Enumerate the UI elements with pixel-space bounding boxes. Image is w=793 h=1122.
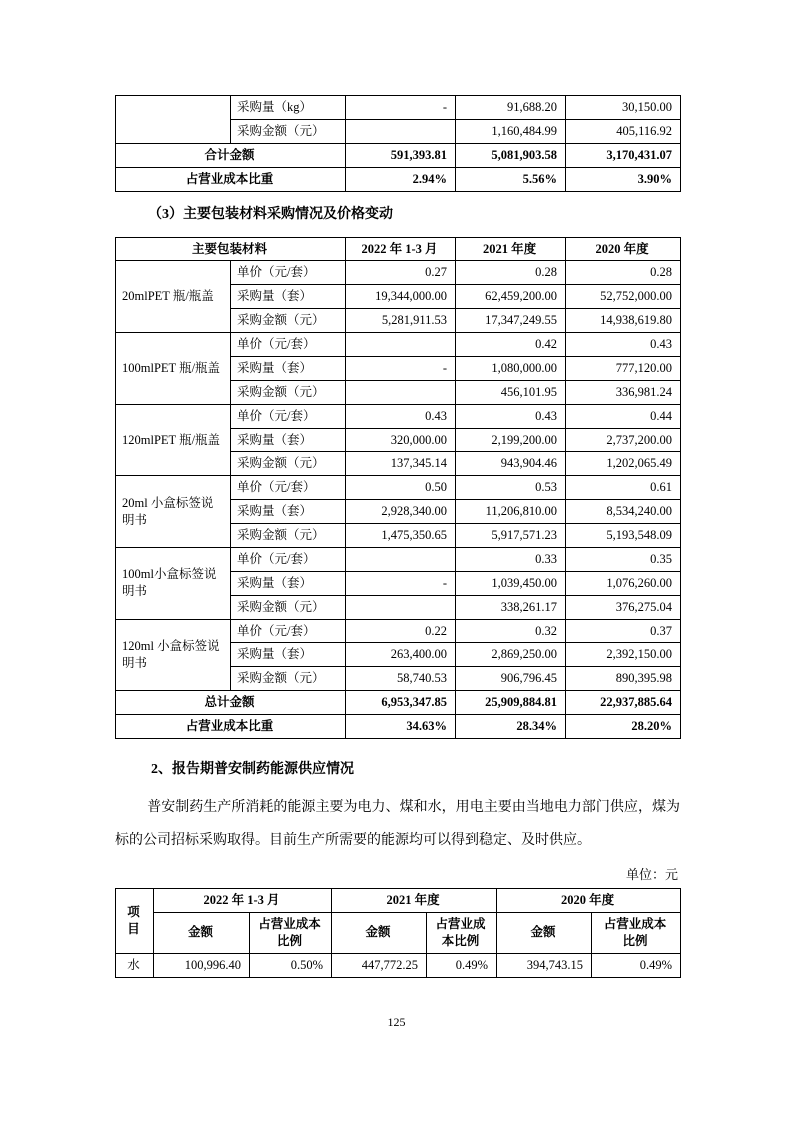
value-cell <box>346 119 456 143</box>
metric-label-cell: 采购金额（元） <box>231 524 346 548</box>
amount-header-cell: 金额 <box>497 912 592 953</box>
table-row <box>116 619 681 643</box>
value-cell: 1,160,484.99 <box>456 119 566 143</box>
table-row <box>116 476 681 500</box>
value-cell: 91,688.20 <box>456 96 566 120</box>
amount-header-cell: 金额 <box>154 912 250 953</box>
value-cell: 2,869,250.00 <box>456 643 566 667</box>
material-cell-empty <box>116 96 231 144</box>
packaging-materials-table <box>115 237 681 739</box>
value-cell: 6,953,347.85 <box>346 691 456 715</box>
value-cell: 0.50% <box>250 953 332 977</box>
metric-label-cell: 单价（元/套） <box>231 333 346 357</box>
energy-cost-table <box>115 888 681 978</box>
value-cell: 34.63% <box>346 715 456 739</box>
value-cell: 777,120.00 <box>566 356 681 380</box>
value-cell: 1,202,065.49 <box>566 452 681 476</box>
value-cell: 263,400.00 <box>346 643 456 667</box>
value-cell: 447,772.25 <box>332 953 427 977</box>
metric-label-cell: 单价（元/套） <box>231 261 346 285</box>
material-cell: 100ml小盒标签说明书 <box>116 547 231 619</box>
value-cell: 1,039,450.00 <box>456 571 566 595</box>
value-cell: 3,170,431.07 <box>566 143 681 167</box>
period-header-cell: 2022 年 1-3 月 <box>346 237 456 261</box>
metric-label-cell: 采购量（套） <box>231 571 346 595</box>
period-header-cell: 2021 年度 <box>332 889 497 913</box>
page-content <box>115 0 680 978</box>
table-row <box>116 261 681 285</box>
value-cell <box>346 333 456 357</box>
value-cell: 14,938,619.80 <box>566 309 681 333</box>
value-cell: 30,150.00 <box>566 96 681 120</box>
value-cell: 2,737,200.00 <box>566 428 681 452</box>
metric-label-cell: 采购量（套） <box>231 500 346 524</box>
value-cell: 0.37 <box>566 619 681 643</box>
value-cell: 25,909,884.81 <box>456 691 566 715</box>
ratio-label-cell: 占营业成本比重 <box>116 167 346 191</box>
value-cell: 1,076,260.00 <box>566 571 681 595</box>
metric-label-cell: 采购量（套） <box>231 428 346 452</box>
value-cell: 28.34% <box>456 715 566 739</box>
value-cell: 376,275.04 <box>566 595 681 619</box>
material-cell: 100mlPET 瓶/瓶盖 <box>116 333 231 405</box>
ratio-label-cell: 占营业成本比重 <box>116 715 346 739</box>
value-cell: - <box>346 356 456 380</box>
value-cell: 456,101.95 <box>456 380 566 404</box>
value-cell: 19,344,000.00 <box>346 285 456 309</box>
value-cell: 2,928,340.00 <box>346 500 456 524</box>
amount-header-cell: 金额 <box>332 912 427 953</box>
value-cell: 5.56% <box>456 167 566 191</box>
section-heading-energy: 2、报告期普安制药能源供应情况 <box>151 761 354 777</box>
section-heading-packaging: （3）主要包装材料采购情况及价格变动 <box>148 206 393 222</box>
value-cell: 0.28 <box>566 261 681 285</box>
total-label-cell: 合计金额 <box>116 143 346 167</box>
value-cell: 52,752,000.00 <box>566 285 681 309</box>
metric-label-cell: 采购金额（元） <box>231 667 346 691</box>
metric-label-cell: 采购金额（元） <box>231 380 346 404</box>
period-header-cell: 2020 年度 <box>566 237 681 261</box>
item-cell: 水 <box>116 953 154 977</box>
metric-label-cell: 采购量（kg） <box>231 96 346 120</box>
value-cell: 0.28 <box>456 261 566 285</box>
value-cell: - <box>346 96 456 120</box>
period-header-cell: 2022 年 1-3 月 <box>154 889 332 913</box>
value-cell <box>346 547 456 571</box>
value-cell: 591,393.81 <box>346 143 456 167</box>
value-cell: 22,937,885.64 <box>566 691 681 715</box>
energy-supply-paragraph: 普安制药生产所消耗的能源主要为电力、煤和水，用电主要由当地电力部门供应，煤为标的公司招标采购取得。目前生产所需要的能源均可以得到稳定、及时供应。 <box>115 799 680 849</box>
total-row <box>116 143 681 167</box>
period-header-cell: 2021 年度 <box>456 237 566 261</box>
table-row <box>116 333 681 357</box>
material-cell: 20mlPET 瓶/瓶盖 <box>116 261 231 333</box>
value-cell: 1,475,350.65 <box>346 524 456 548</box>
value-cell: 0.42 <box>456 333 566 357</box>
value-cell: 5,081,903.58 <box>456 143 566 167</box>
metric-label-cell: 采购量（套） <box>231 285 346 309</box>
value-cell: 0.44 <box>566 404 681 428</box>
material-cell: 20ml 小盒标签说明书 <box>116 476 231 548</box>
metric-label-cell: 采购金额（元） <box>231 309 346 333</box>
metric-label-cell: 单价（元/套） <box>231 404 346 428</box>
value-cell: 394,743.15 <box>497 953 592 977</box>
total-label-cell: 总计金额 <box>116 691 346 715</box>
table-row <box>116 953 681 977</box>
value-cell: 137,345.14 <box>346 452 456 476</box>
value-cell: 11,206,810.00 <box>456 500 566 524</box>
value-cell: 336,981.24 <box>566 380 681 404</box>
value-cell: 320,000.00 <box>346 428 456 452</box>
ratio-header-cell: 占营业成本比例 <box>250 912 332 953</box>
value-cell: 0.43 <box>346 404 456 428</box>
value-cell: 890,395.98 <box>566 667 681 691</box>
ratio-header-cell: 占营业成本比例 <box>592 912 681 953</box>
ratio-row <box>116 715 681 739</box>
metric-label-cell: 采购金额（元） <box>231 119 346 143</box>
value-cell: 338,261.17 <box>456 595 566 619</box>
value-cell: 0.61 <box>566 476 681 500</box>
header-row <box>116 889 681 913</box>
value-cell: 0.22 <box>346 619 456 643</box>
value-cell: 0.33 <box>456 547 566 571</box>
item-header-cell: 项目 <box>116 889 154 954</box>
total-row <box>116 691 681 715</box>
page-number: 125 <box>387 1015 406 1029</box>
value-cell: 8,534,240.00 <box>566 500 681 524</box>
metric-label-cell: 采购量（套） <box>231 356 346 380</box>
ratio-header-cell: 占营业成本比例 <box>427 912 497 953</box>
value-cell: 5,917,571.23 <box>456 524 566 548</box>
value-cell: 943,904.46 <box>456 452 566 476</box>
value-cell: 3.90% <box>566 167 681 191</box>
procurement-summary-table <box>115 95 681 192</box>
value-cell: 28.20% <box>566 715 681 739</box>
metric-label-cell: 单价（元/套） <box>231 476 346 500</box>
value-cell: 0.43 <box>566 333 681 357</box>
metric-label-cell: 采购金额（元） <box>231 452 346 476</box>
metric-label-cell: 采购金额（元） <box>231 595 346 619</box>
material-header-cell: 主要包装材料 <box>116 237 346 261</box>
value-cell: 0.49% <box>427 953 497 977</box>
value-cell: 0.32 <box>456 619 566 643</box>
value-cell: 0.27 <box>346 261 456 285</box>
table-row <box>116 404 681 428</box>
ratio-row <box>116 167 681 191</box>
material-cell: 120ml 小盒标签说明书 <box>116 619 231 691</box>
value-cell: 58,740.53 <box>346 667 456 691</box>
value-cell: 1,080,000.00 <box>456 356 566 380</box>
value-cell: - <box>346 571 456 595</box>
value-cell: 405,116.92 <box>566 119 681 143</box>
subheader-row <box>116 912 681 953</box>
table-row <box>116 96 681 120</box>
value-cell <box>346 380 456 404</box>
value-cell: 5,193,548.09 <box>566 524 681 548</box>
value-cell: 0.53 <box>456 476 566 500</box>
table-row <box>116 547 681 571</box>
metric-label-cell: 单价（元/套） <box>231 547 346 571</box>
value-cell: 0.50 <box>346 476 456 500</box>
value-cell: 0.35 <box>566 547 681 571</box>
value-cell: 2.94% <box>346 167 456 191</box>
value-cell: 5,281,911.53 <box>346 309 456 333</box>
value-cell: 100,996.40 <box>154 953 250 977</box>
value-cell: 0.49% <box>592 953 681 977</box>
period-header-cell: 2020 年度 <box>497 889 681 913</box>
material-cell: 120mlPET 瓶/瓶盖 <box>116 404 231 476</box>
unit-label: 单位：元 <box>625 867 678 883</box>
value-cell: 2,392,150.00 <box>566 643 681 667</box>
value-cell <box>346 595 456 619</box>
metric-label-cell: 单价（元/套） <box>231 619 346 643</box>
value-cell: 906,796.45 <box>456 667 566 691</box>
value-cell: 0.43 <box>456 404 566 428</box>
metric-label-cell: 采购量（套） <box>231 643 346 667</box>
value-cell: 17,347,249.55 <box>456 309 566 333</box>
value-cell: 2,199,200.00 <box>456 428 566 452</box>
value-cell: 62,459,200.00 <box>456 285 566 309</box>
header-row <box>116 237 681 261</box>
